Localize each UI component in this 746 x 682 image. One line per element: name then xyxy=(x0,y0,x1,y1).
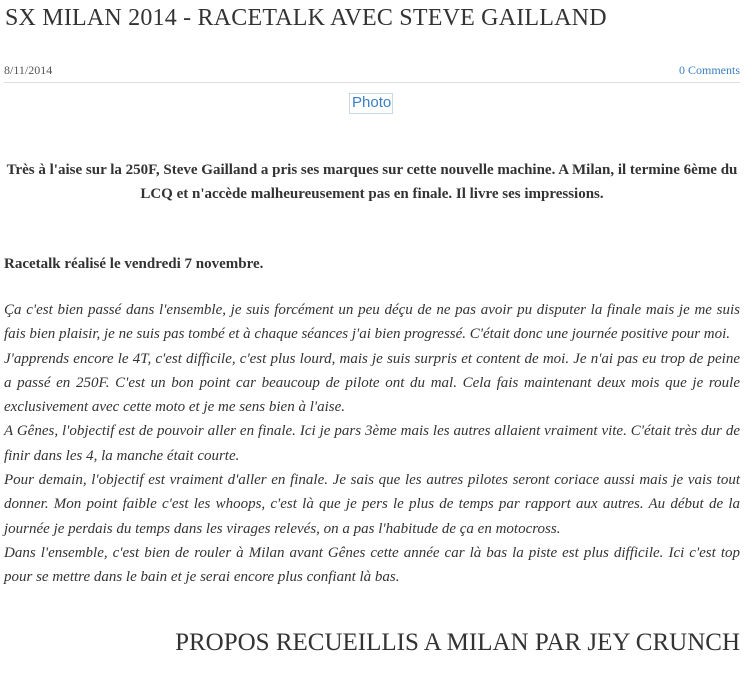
photo-placeholder[interactable]: Photo xyxy=(349,93,393,114)
article-intro: Très à l'aise sur la 250F, Steve Gailland a pris ses marques sur cette nouvelle machine. A Milan, il termine 6ème du LCQ et n'accède malheureusement pas en finale. Il livre ses impressions. xyxy=(6,162,738,202)
article-subhead: Racetalk réalisé le vendredi 7 novembre. xyxy=(4,256,264,272)
article-meta xyxy=(4,62,740,83)
article-body xyxy=(4,298,740,590)
body-paragraph: Ça c'est bien passé dans l'ensemble, je suis forcément un peu déçu de ne pas avoir pu disputer la finale mais je me suis fais bien plaisir, je ne suis pas tombé et à chaque séances j'ai bien progressé. C'était donc une journée positive pour moi. xyxy=(4,302,740,343)
body-paragraph: J'apprends encore le 4T, c'est difficile, c'est plus lourd, mais je suis surpris et content de moi. Je n'ai pas eu trop de peine a passé en 250F. C'est un bon point car beaucoup de pilote ont du mal. Cela fais maintenant deux mois que je roule exclusivement avec cette moto et je me sens bien à l'aise. xyxy=(4,350,740,416)
article-title: SX MILAN 2014 - RACETALK AVEC STEVE GAILLAND xyxy=(5,5,607,31)
comments-link[interactable]: 0 Comments xyxy=(678,63,740,77)
article-signature: PROPOS RECUEILLIS A MILAN PAR JEY CRUNCH xyxy=(175,629,740,656)
body-paragraph: A Gênes, l'objectif est de pouvoir aller en finale. Ici je pars 3ème mais les autres allaient vraiment vite. C'était très dur de finir dans les 4, la manche était courte. xyxy=(4,423,740,464)
post-date: 8/11/2014 xyxy=(4,63,53,77)
body-paragraph: Pour demain, l'objectif est vraiment d'aller en finale. Je sais que les autres pilotes seront coriace aussi mais je vais tout donner. Mon point faible c'est les whoops, c'est là que je pers le plus de temps par rapport aux autres. Au début de la journée je perdais du temps dans les virages relevés, on a pas l'habitude de ça en motocross. xyxy=(4,472,740,537)
body-paragraph: Dans l'ensemble, c'est bien de rouler à Milan avant Gênes cette année car là bas la piste est plus difficile. Ici c'est top pour se mettre dans le bain et je serai encore plus confiant là bas. xyxy=(4,544,740,586)
